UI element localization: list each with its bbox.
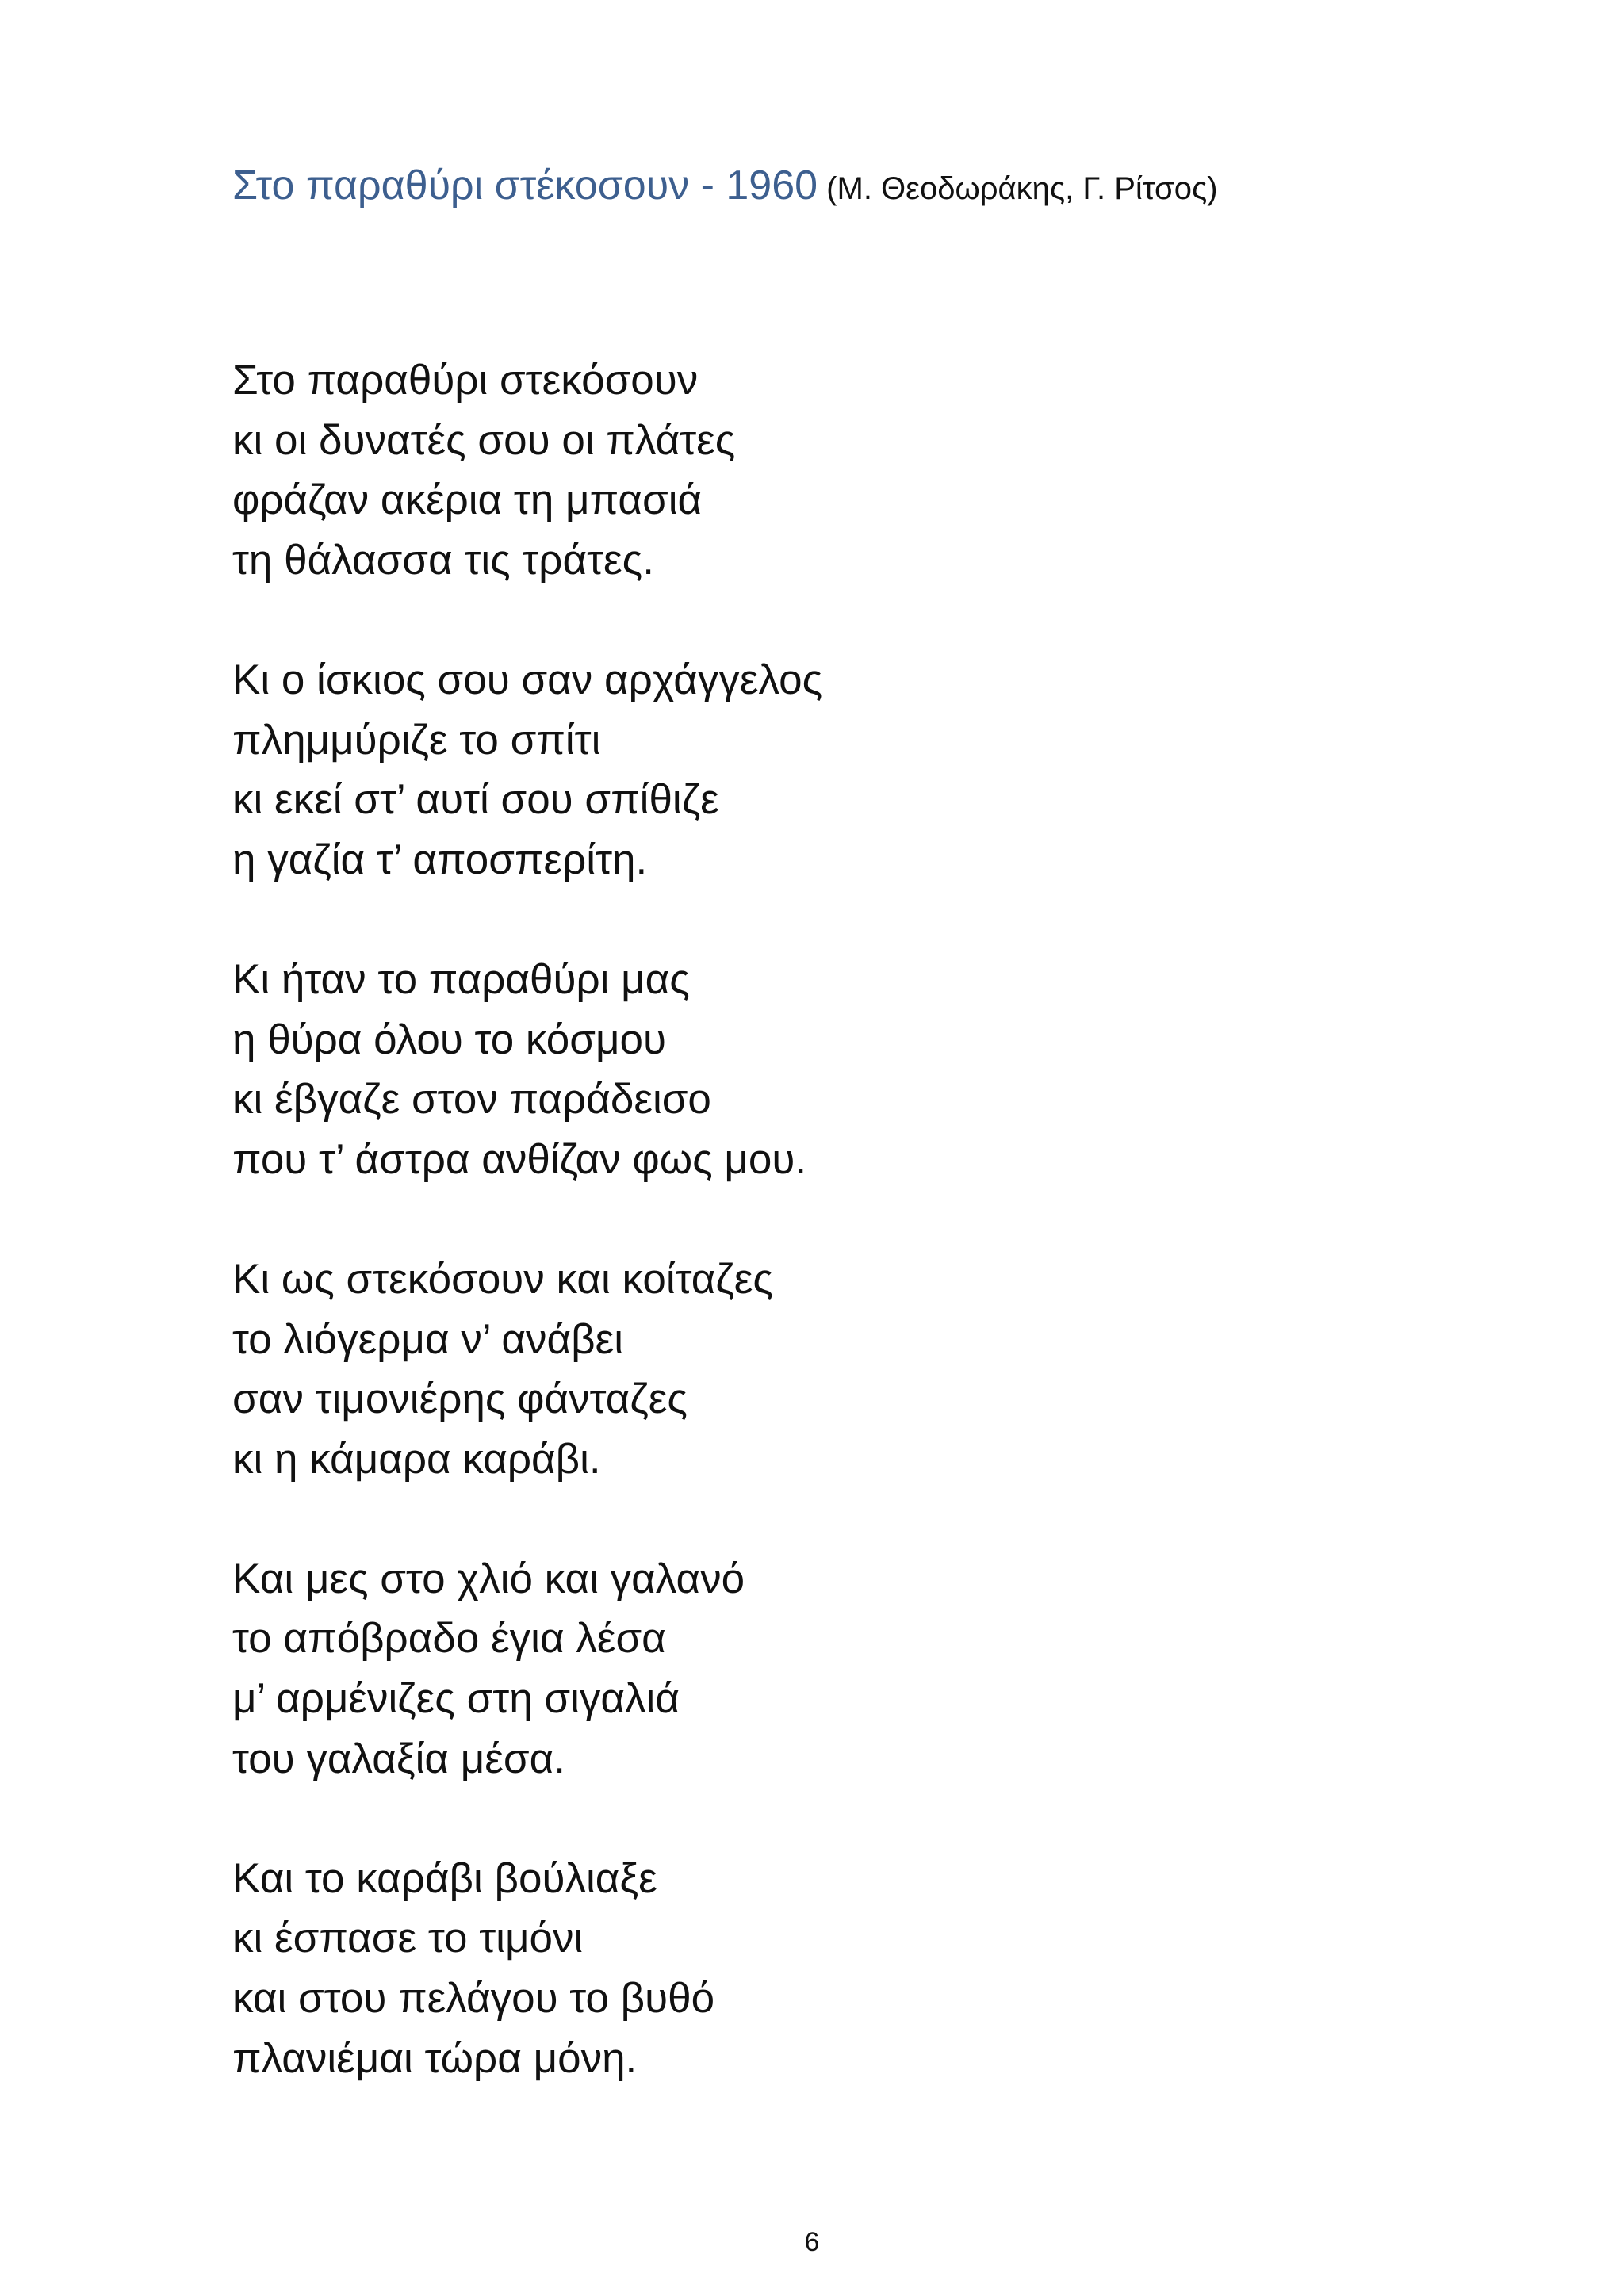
poem-line: φράζαν ακέρια τη μπασιά (232, 476, 703, 524)
poem-line: Και μες στο χλιό και γαλανό (232, 1555, 745, 1602)
page-title (232, 160, 1218, 221)
poem-line: πλημμύριζε το σπίτι (232, 716, 601, 763)
poem-line: Κι ο ίσκιος σου σαν αρχάγγελος (232, 656, 823, 703)
stanza (232, 1849, 1422, 2088)
poem-line: το απόβραδο έγια λέσα (232, 1615, 666, 1663)
page-number: 6 (804, 2227, 820, 2257)
poem-line: η θύρα όλου το κόσμου (232, 1016, 666, 1063)
poem-line: μ’ αρμένιζες στη σιγαλιά (232, 1675, 680, 1723)
stanza (232, 950, 1422, 1189)
poem-line: Κι ήταν το παραθύρι μας (232, 955, 690, 1003)
poem-line: κι η κάμαρα καράβι. (232, 1435, 601, 1483)
poem-line: που τ’ άστρα ανθίζαν φως μου. (232, 1135, 807, 1183)
poem-line: κι εκεί στ’ αυτί σου σπίθιζε (232, 776, 719, 824)
poem-line: κι οι δυνατές σου οι πλάτες (232, 416, 736, 464)
poem-line: τη θάλασσα τις τράτες. (232, 536, 654, 584)
poem-line: και στου πελάγου το βυθό (232, 1975, 715, 2022)
stanza (232, 350, 1422, 590)
poem-line: κι έσπασε το τιμόνι (232, 1915, 584, 1962)
poem-line: το λιόγερμα ν’ ανάβει (232, 1315, 624, 1363)
stanza (232, 1249, 1422, 1489)
stanza (232, 1549, 1422, 1789)
poem-body (232, 350, 1422, 2149)
poem-line: Κι ως στεκόσουν και κοίταζες (232, 1255, 773, 1303)
song-credits: (Μ. Θεοδωράκης, Γ. Ρίτσος) (818, 171, 1218, 206)
poem-line: κι έβγαζε στον παράδεισο (232, 1076, 711, 1123)
poem-line: πλανιέμαι τώρα μόνη. (232, 2034, 638, 2082)
poem-line: Στο παραθύρι στεκόσουν (232, 357, 699, 404)
poem-line: του γαλαξία μέσα. (232, 1735, 565, 1782)
poem-line: Και το καράβι βούλιαξε (232, 1854, 657, 1902)
poem-line: η γαζία τ’ αποσπερίτη. (232, 836, 648, 883)
song-title: Στο παραθύρι στέκοσουν - 1960 (232, 163, 818, 209)
poem-line: σαν τιμονιέρης φάνταζες (232, 1376, 688, 1423)
stanza (232, 650, 1422, 890)
